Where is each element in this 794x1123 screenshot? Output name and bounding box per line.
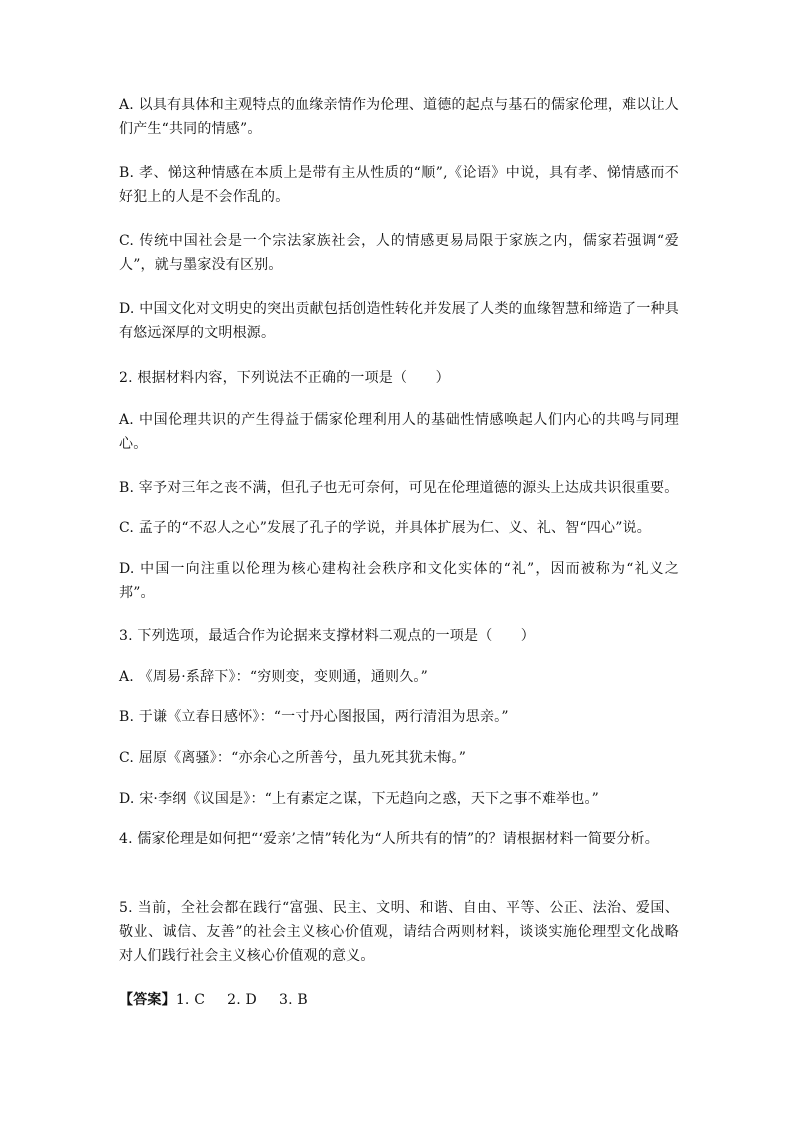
option-label: B. — [119, 480, 135, 496]
option-text: 以具有具体和主观特点的血缘亲情作为伦理、道德的起点与基石的儒家伦理，难以让人们产生“共同的情感”。 — [119, 97, 679, 137]
option-text: 宰予对三年之丧不满，但孔子也无可奈何，可见在伦理道德的源头上达成共识很重要。 — [138, 480, 679, 496]
q4-text: 4. 儒家伦理是如何把“‘爱亲’之情”转化为“人所共有的情”的？请根据材料一简要分析。 — [119, 831, 659, 847]
option-text: 中国一向注重以伦理为核心建构社会秩序和文化实体的“礼”，因而被称为“礼义之邦”。 — [119, 561, 679, 601]
q3-option-c — [119, 746, 679, 770]
q3-stem: 3. 下列选项，最适合作为论据来支撑材料二观点的一项是（ ） — [119, 628, 536, 644]
option-text: 屈原《离骚》：“亦余心之所善兮，虽九死其犹未悔。” — [138, 750, 467, 766]
q2-option-a — [119, 408, 679, 456]
q5-text: 5. 当前，全社会都在践行“富强、民主、文明、和谐、自由、平等、公正、法治、爱国、敬业、诚信、友善”的社会主义核心价值观，请结合两则材料，谈谈实施伦理型文化战略对人们践行社会主义核心价值观的意义。 — [119, 900, 679, 964]
option-text: 孟子的“不忍人之心”发展了孔子的学说，并具体扩展为仁、义、礼、智“四心”说。 — [138, 520, 651, 536]
answer-item: 1. C — [175, 992, 206, 1008]
q1-option-d — [119, 297, 679, 345]
option-text: 孝、悌这种情感在本质上是带有主从性质的“顺”,《论语》中说，具有孝、悌情感而不好犯上的人是不会作乱的。 — [119, 165, 679, 205]
q3-option-d — [119, 787, 679, 811]
option-text: 于谦《立春日感怀》：“一寸丹心图报国，两行清泪为思亲。” — [138, 709, 509, 725]
option-text: 中国文化对文明史的突出贡献包括创造性转化并发展了人类的血缘智慧和缔造了一种具有悠远深厚的文明根源。 — [119, 301, 679, 341]
option-text: 《周易·系辞下》：“穷则变，变则通，通则久。” — [138, 669, 428, 685]
q3-option-a — [119, 665, 679, 689]
option-label: B. — [119, 709, 135, 725]
option-label: A. — [119, 97, 134, 113]
option-text: 传统中国社会是一个宗法家族社会，人的情感更易局限于家族之内，儒家若强调“爱人”，就与墨家没有区别。 — [119, 233, 679, 273]
option-label: D. — [119, 561, 135, 577]
option-label: C. — [119, 750, 135, 766]
q2-option-c — [119, 516, 679, 540]
q1-option-c — [119, 229, 679, 277]
option-text: 宋·李纲《议国是》：“上有素定之谋，下无趋向之惑，天下之事不难举也。” — [139, 791, 599, 807]
option-label: A. — [119, 669, 134, 685]
q3-option-b — [119, 705, 679, 729]
answer-tag: 【答案】 — [119, 992, 176, 1008]
option-label: D. — [119, 791, 135, 807]
option-text: 中国伦理共识的产生得益于儒家伦理利用人的基础性情感唤起人们内心的共鸣与同理心。 — [119, 412, 679, 452]
q1-option-b — [119, 161, 679, 209]
q2-option-d — [119, 557, 679, 605]
option-label: C. — [119, 233, 135, 249]
answer-line — [119, 988, 679, 1012]
answer-item: 3. B — [278, 992, 308, 1008]
answer-item: 2. D — [227, 992, 257, 1008]
q2-stem: 2. 根据材料内容，下列说法不正确的一项是（ ） — [119, 370, 450, 386]
q1-option-a — [119, 93, 679, 141]
option-label: D. — [119, 301, 135, 317]
option-label: A. — [119, 412, 134, 428]
option-label: C. — [119, 520, 135, 536]
option-label: B. — [119, 165, 135, 181]
q2-option-b — [119, 476, 679, 500]
